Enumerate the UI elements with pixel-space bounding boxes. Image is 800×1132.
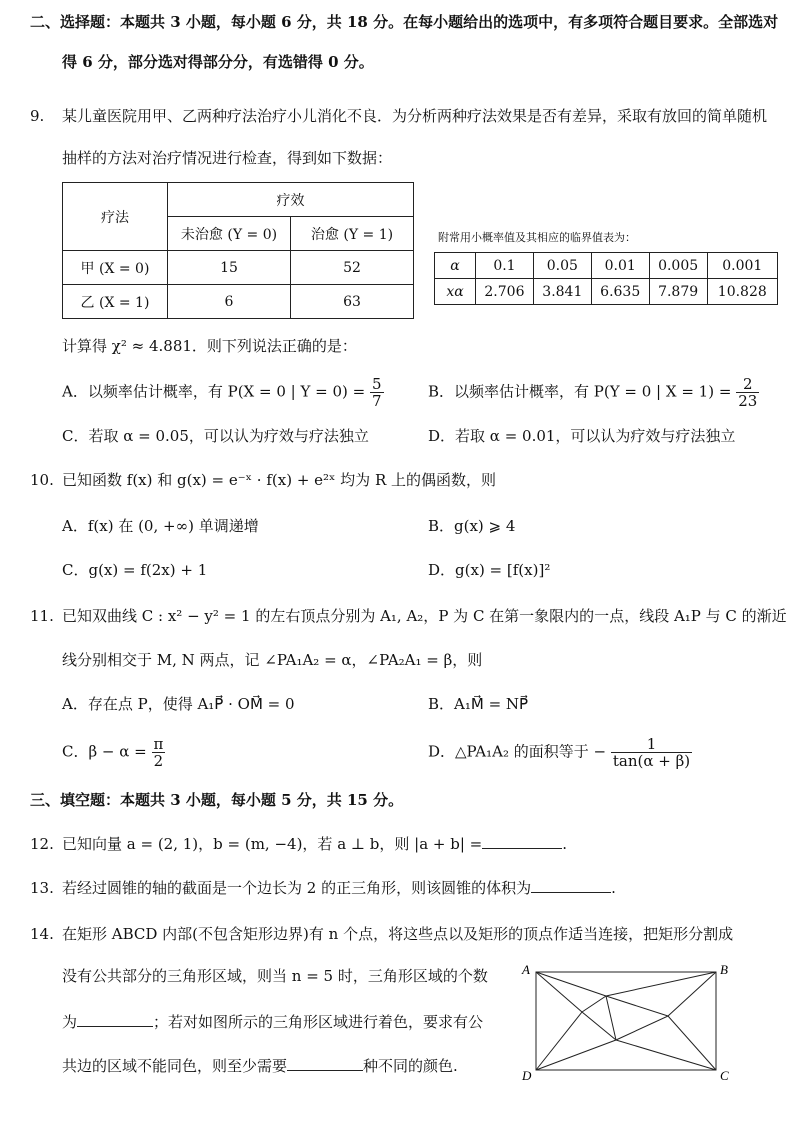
q14-text: ；若对如图所示的三角形区域进行着色，要求有公	[153, 1013, 484, 1031]
q14-text: 共边的区域不能同色，则至少需要	[62, 1057, 288, 1075]
q12-text: 已知向量 a = (2, 1)，b = (m, −4)，若 a ⊥ b，则 |a + b| =	[62, 835, 483, 853]
ref-cell: 2.706	[476, 279, 534, 305]
q9-data-table	[62, 182, 414, 319]
ref-cell: 10.828	[707, 279, 777, 305]
segment	[536, 972, 582, 1012]
q11-option-d-fraction	[611, 736, 692, 769]
segment	[582, 996, 606, 1012]
q9-stem: 某儿童医院用甲、乙两种疗法治疗小儿消化不良．为分析两种疗法效果是否有差异，采取有放回的简单随机	[62, 107, 768, 125]
ref-table-title: 附常用小概率值及其相应的临界值表为：	[438, 231, 636, 244]
q11-option-c	[62, 736, 165, 769]
q10-option-c: C．g(x) = f(2x) + 1	[62, 561, 208, 579]
vertex-label-d: D	[522, 1068, 532, 1083]
segment	[606, 996, 668, 1016]
fraction-denominator: 23	[738, 392, 758, 410]
q9-option-a-text: A．以频率估计概率，有 P(X = 0 | Y = 0) =	[62, 382, 366, 401]
answer-blank[interactable]	[531, 892, 611, 893]
q11-stem: 已知双曲线 C : x² − y² = 1 的左右顶点分别为 A₁, A₂，P 为 C 在第一象限内的一点，线段 A₁P 与 C 的渐近	[62, 607, 787, 625]
ref-cell: 0.01	[591, 253, 649, 279]
fraction-denominator: tan(α + β)	[612, 752, 691, 770]
segment	[668, 1016, 716, 1070]
q12-number: 12.	[30, 835, 54, 853]
section3-heading: 三、填空题：本题共 3 小题，每小题 5 分，共 15 分。	[30, 791, 404, 809]
table-cell: 15	[168, 251, 291, 285]
fraction-denominator: 2	[153, 752, 164, 770]
answer-blank[interactable]	[77, 1026, 153, 1027]
table-header-effect: 疗效	[168, 183, 414, 217]
q9-option-b	[428, 376, 759, 409]
q11-stem-cont: 线分别相交于 M, N 两点，记 ∠PA₁A₂ = α，∠PA₂A₁ = β，则	[62, 651, 483, 669]
q10-option-a: A．f(x) 在 (0, +∞) 单调递增	[62, 517, 259, 535]
q9-option-d: D．若取 α = 0.01，可以认为疗效与疗法独立	[428, 427, 736, 445]
q10-option-d: D．g(x) = [f(x)]²	[428, 561, 551, 579]
q11-option-d-text: D．△PA₁A₂ 的面积等于 −	[428, 742, 607, 761]
q12-end: .	[562, 835, 568, 853]
vertex-label-b: B	[720, 962, 728, 977]
q9-number: 9.	[30, 107, 45, 125]
q10-number: 10.	[30, 471, 54, 489]
ref-cell: 6.635	[591, 279, 649, 305]
section2-heading: 二、选择题：本题共 3 小题，每小题 6 分，共 18 分。在每小题给出的选项中，有多项符合题目要求。全部选对	[30, 13, 779, 31]
table-cell: 6	[168, 285, 291, 319]
answer-blank[interactable]	[482, 848, 562, 849]
q14-stem: 在矩形 ABCD 内部(不包含矩形边界)有 n 个点，将这些点以及矩形的顶点作适当连接，把矩形分割成	[62, 925, 734, 943]
q11-option-a: A．存在点 P，使得 A₁P⃗ · OM⃗ = 0	[62, 695, 295, 713]
q9-option-a	[62, 376, 384, 409]
q11-option-c-fraction	[152, 736, 166, 769]
q11-option-d	[428, 736, 692, 769]
ref-cell: 0.1	[476, 253, 534, 279]
q11-option-b: B．A₁M⃗ = NP⃗	[428, 695, 529, 713]
segment	[616, 1040, 716, 1070]
q14-stem-line3	[62, 1012, 483, 1032]
q9-option-b-fraction	[736, 376, 759, 409]
rectangle-triangulation-figure	[518, 960, 738, 1084]
segment	[668, 972, 716, 1016]
fraction-numerator: 1	[611, 736, 692, 753]
fraction-denominator: 7	[371, 392, 382, 410]
fraction-numerator: π	[153, 735, 164, 753]
ref-row-label: α	[435, 253, 476, 279]
q14-stem-cont: 没有公共部分的三角形区域，则当 n = 5 时，三角形区域的个数	[62, 967, 488, 985]
q14-text: 为	[62, 1013, 78, 1031]
ref-row-label: xα	[435, 279, 476, 305]
q14-text: 种不同的颜色.	[363, 1057, 458, 1075]
q9-chi-square: 计算得 χ² ≈ 4.881．则下列说法正确的是：	[62, 337, 357, 355]
q11-option-c-text: C．β − α =	[62, 742, 147, 761]
q13-end: .	[611, 879, 616, 897]
critical-value-table	[434, 252, 778, 305]
q9-option-a-fraction	[370, 376, 384, 409]
table-header-method: 疗法	[63, 183, 168, 251]
ref-cell: 0.001	[707, 253, 777, 279]
ref-cell: 7.879	[649, 279, 707, 305]
q14-number: 14.	[30, 925, 54, 943]
ref-cell: 0.005	[649, 253, 707, 279]
q11-number: 11.	[30, 607, 54, 625]
ref-cell: 3.841	[533, 279, 591, 305]
q9-stem-cont: 抽样的方法对治疗情况进行检查，得到如下数据：	[62, 149, 393, 167]
table-cell: 52	[291, 251, 414, 285]
table-header-col2: 治愈 (Y = 1)	[291, 217, 414, 251]
q13-stem	[62, 878, 616, 898]
fraction-numerator: 2	[736, 376, 759, 393]
table-row-label: 乙 (X = 1)	[63, 285, 168, 319]
segment	[536, 972, 606, 996]
table-cell: 63	[291, 285, 414, 319]
q13-number: 13.	[30, 879, 54, 897]
vertex-label-a: A	[522, 962, 530, 977]
q10-option-b: B．g(x) ⩾ 4	[428, 517, 516, 535]
q9-option-c: C．若取 α = 0.05，可以认为疗效与疗法独立	[62, 427, 369, 445]
answer-blank[interactable]	[287, 1070, 363, 1071]
segment	[606, 972, 716, 996]
segment	[616, 1016, 668, 1040]
q10-stem: 已知函数 f(x) 和 g(x) = e⁻ˣ · f(x) + e²ˣ 均为 R 上的偶函数，则	[62, 471, 497, 489]
fraction-numerator: 5	[371, 375, 382, 393]
q12-stem	[62, 834, 567, 854]
ref-cell: 0.05	[533, 253, 591, 279]
q9-option-b-text: B．以频率估计概率，有 P(Y = 0 | X = 1) =	[428, 382, 732, 401]
vertex-label-c: C	[720, 1068, 729, 1083]
q13-text: 若经过圆锥的轴的截面是一个边长为 2 的正三角形，则该圆锥的体积为	[62, 879, 532, 897]
rectangle-abcd	[536, 972, 716, 1070]
table-header-col1: 未治愈 (Y = 0)	[168, 217, 291, 251]
q14-stem-line4	[62, 1056, 458, 1076]
table-row-label: 甲 (X = 0)	[63, 251, 168, 285]
section2-heading-cont: 得 6 分，部分选对得部分分，有选错得 0 分。	[62, 53, 374, 71]
